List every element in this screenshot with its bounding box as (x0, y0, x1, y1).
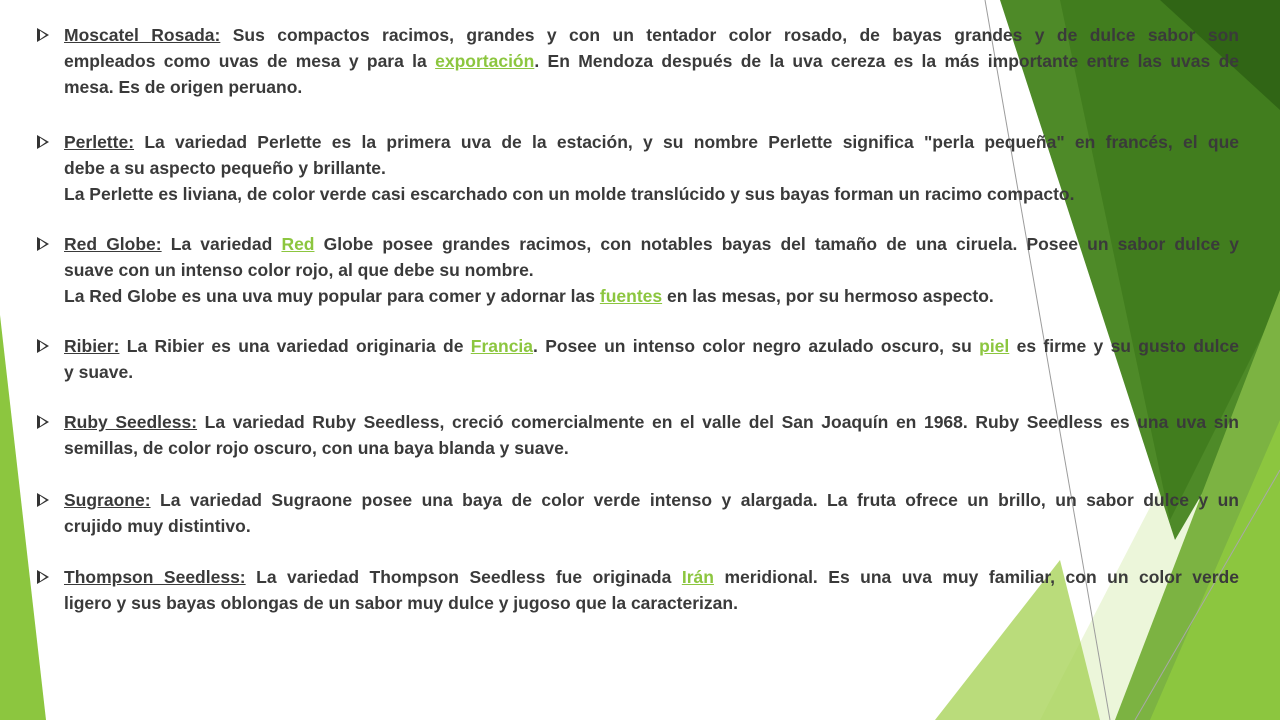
list-item-moscatel-rosada (64, 22, 1239, 100)
item-label: Ruby Seedless: (64, 412, 198, 432)
list-item-thompson-seedless (64, 564, 1239, 616)
item-line-2: semillas, de color rojo oscuro, con una baya blanda y suave. (64, 438, 569, 458)
item-line-2: debe a su aspecto pequeño y brillante. (64, 158, 386, 178)
item-line-3: La Perlette es liviana, de color verde casi escarchado con un molde translúcido y sus bayas forman un racimo compacto. (64, 184, 1075, 204)
item-line-1: Ribier: La Ribier es una variedad originaria de Francia. Posee un intenso color negro azulado oscuro, su piel es firme y su gusto dulce (64, 336, 1239, 356)
link-francia[interactable]: Francia (470, 336, 534, 356)
item-label: Ribier: (64, 336, 120, 356)
item-line-1: Moscatel Rosada: Sus compactos racimos, grandes y con un tentador color rosado, de bayas grandes y de dulce sabor son (64, 25, 1239, 45)
list-item-perlette (64, 129, 1239, 207)
item-line-3: La Red Globe es una uva muy popular para comer y adornar las fuentes en las mesas, por su hermoso aspecto. (64, 286, 994, 306)
item-line-1: Red Globe: La variedad Red Globe posee grandes racimos, con notables bayas del tamaño de una ciruela. Posee un sabor dulce y (64, 234, 1239, 254)
item-line-2: empleados como uvas de mesa y para la exportación. En Mendoza después de la uva cereza es la más importante entre las uvas de (64, 51, 1239, 71)
item-label: Thompson Seedless: (64, 567, 246, 587)
item-line-2: suave con un intenso color rojo, al que debe su nombre. (64, 260, 534, 280)
item-line-1: Ruby Seedless: La variedad Ruby Seedless, creció comercialmente en el valle del San Joaquín en 1968. Ruby Seedless es una uva sin (64, 412, 1239, 432)
item-line-2: y suave. (64, 362, 134, 382)
list-item-sugraone (64, 487, 1239, 539)
link-piel[interactable]: piel (979, 336, 1010, 356)
list-item-red-globe (64, 231, 1239, 309)
arrow-bullet-icon (35, 129, 51, 155)
arrow-bullet-icon (35, 409, 51, 435)
link-red[interactable]: Red (281, 234, 315, 254)
arrow-bullet-icon (35, 333, 51, 359)
list-item-ruby-seedless (64, 409, 1239, 461)
item-line-1: Perlette: La variedad Perlette es la primera uva de la estación, y su nombre Perlette significa "perla pequeña" en francés, el que (64, 132, 1240, 152)
item-line-2: ligero y sus bayas oblongas de un sabor muy dulce y jugoso que la caracterizan. (64, 593, 738, 613)
item-label: Sugraone: (64, 490, 151, 510)
item-line-1: Thompson Seedless: La variedad Thompson Seedless fue originada Irán meridional. Es una uva muy familiar, con un color verde (64, 567, 1239, 587)
arrow-bullet-icon (35, 487, 51, 513)
arrow-bullet-icon (35, 564, 51, 590)
arrow-bullet-icon (35, 231, 51, 257)
item-line-2: crujido muy distintivo. (64, 516, 251, 536)
item-label: Red Globe: (64, 234, 162, 254)
item-line-3: mesa. Es de origen peruano. (64, 77, 303, 97)
link-fuentes[interactable]: fuentes (599, 286, 663, 306)
link-iran[interactable]: Irán (681, 567, 714, 587)
item-label: Moscatel Rosada: (64, 25, 221, 45)
item-line-1: Sugraone: La variedad Sugraone posee una baya de color verde intenso y alargada. La fruta ofrece un brillo, un sabor dulce y un (64, 490, 1239, 510)
link-exportacion[interactable]: exportación (435, 51, 535, 71)
item-label: Perlette: (64, 132, 135, 152)
arrow-bullet-icon (35, 22, 51, 48)
list-item-ribier (64, 333, 1239, 385)
